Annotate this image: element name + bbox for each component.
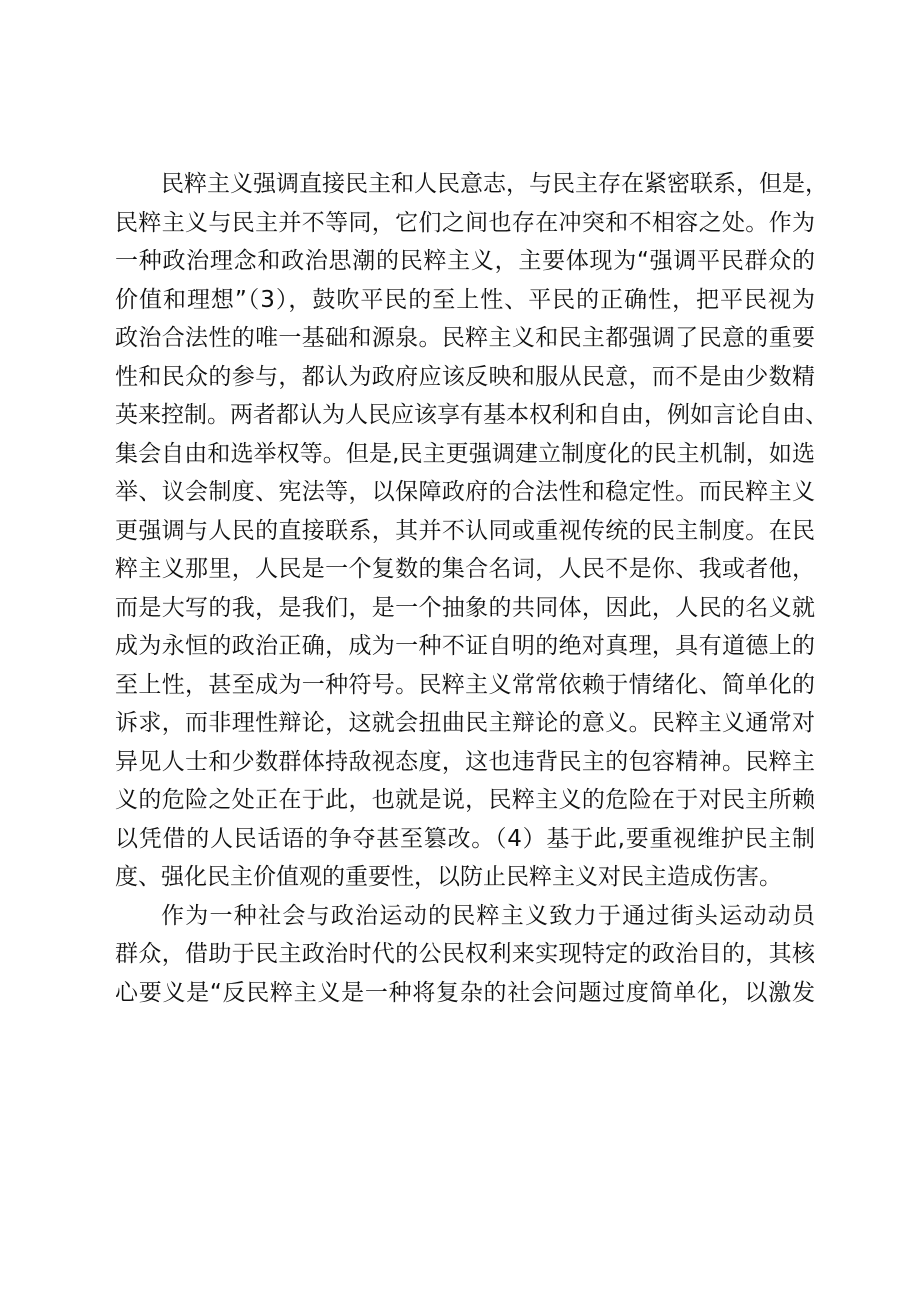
- text-line: 更强调与人民的直接联系，其并不认同或重视传统的民主制度。在民: [115, 517, 815, 544]
- text-line: 度、强化民主价值观的重要性，以防止民粹主义对民主造成伤害。: [115, 864, 782, 890]
- text-line: 举、议会制度、宪法等，以保障政府的合法性和稳定性。而民粹主义: [115, 479, 815, 505]
- text-line: 义的危险之处正在于此，也就是说，民粹主义的危险在于对民主所赖: [115, 787, 815, 813]
- text-line: 至上性，甚至成为一种符号。民粹主义常常依赖于情绪化、简单化的: [115, 671, 815, 698]
- text-line: 一种政治理念和政治思潮的民粹主义，主要体现为“强调平民群众的: [115, 248, 815, 274]
- text-line: 诉求，而非理性辩论，这就会扭曲民主辩论的意义。民粹主义通常对: [115, 710, 815, 736]
- text-line: 英来控制。两者都认为人民应该享有基本权利和自由，例如言论自由、: [115, 402, 828, 428]
- document-body: [115, 165, 828, 1012]
- text-line: 集会自由和选举权等。但是,民主更强调建立制度化的民主机制，如选: [115, 440, 815, 467]
- text-line: 群众，借助于民主政治时代的公民权利来实现特定的政治目的，其核: [115, 941, 815, 967]
- text-line: 心要义是“反民粹主义是一种将复杂的社会问题过度简单化，以激发: [115, 979, 815, 1006]
- text-line: 性和民众的参与，都认为政府应该反映和服从民意，而不是由少数精: [115, 363, 815, 390]
- text-line: 成为永恒的政治正确，成为一种不证自明的绝对真理，具有道德上的: [115, 633, 815, 659]
- text-line: 作为一种社会与政治运动的民粹主义致力于通过街头运动动员: [161, 902, 815, 929]
- paragraph: [115, 897, 815, 1013]
- text-line: 粹主义那里，人民是一个复数的集合名词，人民不是你、我或者他，: [115, 556, 815, 582]
- text-line: 而是大写的我，是我们，是一个抽象的共同体，因此，人民的名义就: [115, 594, 815, 621]
- text-line: 民粹主义与民主并不等同，它们之间也存在冲突和不相容之处。作为: [115, 209, 815, 236]
- paragraph: [115, 165, 828, 897]
- text-line: 政治合法性的唯一基础和源泉。民粹主义和民主都强调了民意的重要: [115, 325, 815, 351]
- text-line: 民粹主义强调直接民主和人民意志，与民主存在紧密联系，但是，: [161, 171, 828, 197]
- text-line: 以凭借的人民话语的争夺甚至篡改。（4）基于此,要重视维护民主制: [115, 825, 815, 852]
- text-line: 价值和理想”（3），鼓吹平民的至上性、平民的正确性，把平民视为: [115, 286, 815, 313]
- text-line: 异见人士和少数群体持敌视态度，这也违背民主的包容精神。民粹主: [115, 748, 815, 775]
